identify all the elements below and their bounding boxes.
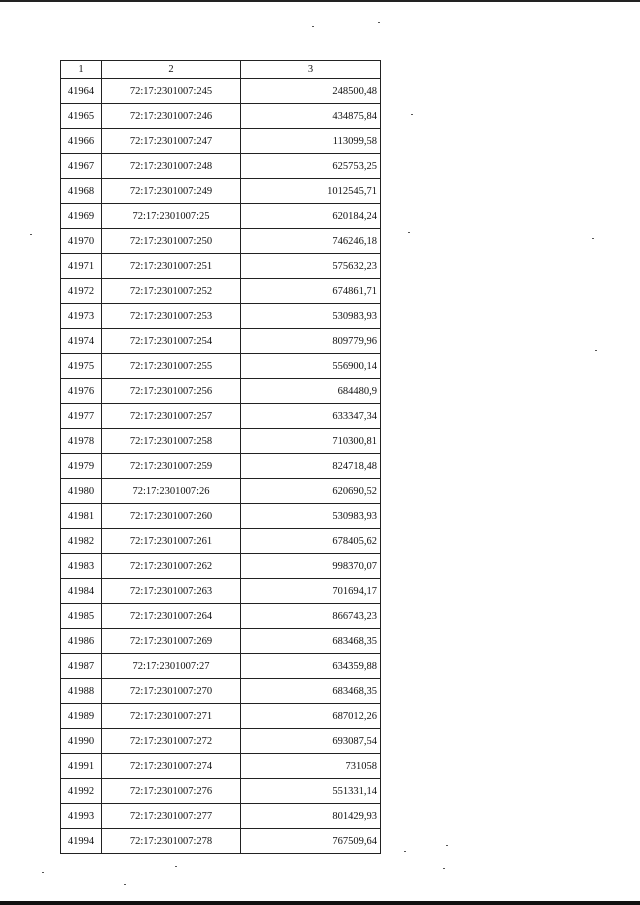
cadastral-number-cell: 72:17:2301007:27 bbox=[102, 654, 241, 679]
cadastral-value-cell: 701694,17 bbox=[241, 579, 381, 604]
table-row bbox=[61, 629, 381, 654]
table-row bbox=[61, 304, 381, 329]
row-number-cell: 41964 bbox=[61, 79, 102, 104]
table-row bbox=[61, 529, 381, 554]
cadastral-number-cell: 72:17:2301007:272 bbox=[102, 729, 241, 754]
table-row bbox=[61, 404, 381, 429]
cadastral-number-cell: 72:17:2301007:253 bbox=[102, 304, 241, 329]
cadastral-number-cell: 72:17:2301007:274 bbox=[102, 754, 241, 779]
row-number-cell: 41978 bbox=[61, 429, 102, 454]
cadastral-number-cell: 72:17:2301007:270 bbox=[102, 679, 241, 704]
row-number-cell: 41969 bbox=[61, 204, 102, 229]
row-number-cell: 41989 bbox=[61, 704, 102, 729]
table-row bbox=[61, 204, 381, 229]
table-row bbox=[61, 104, 381, 129]
row-number-cell: 41984 bbox=[61, 579, 102, 604]
scan-speck bbox=[443, 868, 445, 869]
row-number-cell: 41974 bbox=[61, 329, 102, 354]
row-number-cell: 41979 bbox=[61, 454, 102, 479]
row-number-cell: 41991 bbox=[61, 754, 102, 779]
table-row bbox=[61, 679, 381, 704]
cadastral-number-cell: 72:17:2301007:276 bbox=[102, 779, 241, 804]
cadastral-value-cell: 746246,18 bbox=[241, 229, 381, 254]
scan-speck bbox=[404, 851, 406, 852]
cadastral-number-cell: 72:17:2301007:25 bbox=[102, 204, 241, 229]
row-number-cell: 41981 bbox=[61, 504, 102, 529]
table-row bbox=[61, 654, 381, 679]
row-number-cell: 41992 bbox=[61, 779, 102, 804]
table-row bbox=[61, 279, 381, 304]
scan-speck bbox=[595, 350, 597, 351]
table-row bbox=[61, 504, 381, 529]
scan-speck bbox=[175, 866, 177, 867]
table-row bbox=[61, 179, 381, 204]
table-row bbox=[61, 704, 381, 729]
scan-speck bbox=[592, 238, 594, 239]
cadastral-number-cell: 72:17:2301007:261 bbox=[102, 529, 241, 554]
table-row bbox=[61, 129, 381, 154]
table-row bbox=[61, 579, 381, 604]
row-number-cell: 41990 bbox=[61, 729, 102, 754]
scan-speck bbox=[124, 884, 126, 885]
row-number-cell: 41977 bbox=[61, 404, 102, 429]
cadastral-number-cell: 72:17:2301007:277 bbox=[102, 804, 241, 829]
cadastral-number-cell: 72:17:2301007:247 bbox=[102, 129, 241, 154]
row-number-cell: 41994 bbox=[61, 829, 102, 854]
cadastral-number-cell: 72:17:2301007:254 bbox=[102, 329, 241, 354]
cadastral-number-cell: 72:17:2301007:252 bbox=[102, 279, 241, 304]
cadastral-value-cell: 693087,54 bbox=[241, 729, 381, 754]
cadastral-value-cell: 1012545,71 bbox=[241, 179, 381, 204]
cadastral-number-cell: 72:17:2301007:260 bbox=[102, 504, 241, 529]
cadastral-value-cell: 575632,23 bbox=[241, 254, 381, 279]
cadastral-value-cell: 683468,35 bbox=[241, 629, 381, 654]
cadastral-value-cell: 634359,88 bbox=[241, 654, 381, 679]
table-row bbox=[61, 604, 381, 629]
page-bottom-edge bbox=[0, 901, 640, 905]
cadastral-value-cell: 687012,26 bbox=[241, 704, 381, 729]
table-header-row bbox=[61, 61, 381, 79]
cadastral-number-cell: 72:17:2301007:249 bbox=[102, 179, 241, 204]
table-row bbox=[61, 154, 381, 179]
row-number-cell: 41975 bbox=[61, 354, 102, 379]
cadastral-value-cell: 998370,07 bbox=[241, 554, 381, 579]
cadastral-value-cell: 113099,58 bbox=[241, 129, 381, 154]
scan-speck bbox=[446, 845, 448, 846]
row-number-cell: 41968 bbox=[61, 179, 102, 204]
row-number-cell: 41976 bbox=[61, 379, 102, 404]
cadastral-number-cell: 72:17:2301007:257 bbox=[102, 404, 241, 429]
table-row bbox=[61, 479, 381, 504]
cadastral-number-cell: 72:17:2301007:26 bbox=[102, 479, 241, 504]
table-row bbox=[61, 454, 381, 479]
cadastral-number-cell: 72:17:2301007:250 bbox=[102, 229, 241, 254]
cadastral-number-cell: 72:17:2301007:255 bbox=[102, 354, 241, 379]
cadastral-number-cell: 72:17:2301007:256 bbox=[102, 379, 241, 404]
scan-speck bbox=[30, 234, 32, 235]
row-number-cell: 41988 bbox=[61, 679, 102, 704]
cadastral-value-cell: 809779,96 bbox=[241, 329, 381, 354]
table-row bbox=[61, 254, 381, 279]
row-number-cell: 41985 bbox=[61, 604, 102, 629]
page-top-edge bbox=[0, 0, 640, 2]
row-number-cell: 41970 bbox=[61, 229, 102, 254]
cadastral-number-cell: 72:17:2301007:245 bbox=[102, 79, 241, 104]
cadastral-number-cell: 72:17:2301007:262 bbox=[102, 554, 241, 579]
table-row bbox=[61, 779, 381, 804]
cadastral-values-table bbox=[60, 60, 381, 854]
table-row bbox=[61, 554, 381, 579]
cadastral-number-cell: 72:17:2301007:271 bbox=[102, 704, 241, 729]
cadastral-value-cell: 866743,23 bbox=[241, 604, 381, 629]
cadastral-number-cell: 72:17:2301007:258 bbox=[102, 429, 241, 454]
row-number-cell: 41973 bbox=[61, 304, 102, 329]
scan-speck bbox=[378, 22, 380, 23]
cadastral-value-cell: 551331,14 bbox=[241, 779, 381, 804]
cadastral-value-cell: 767509,64 bbox=[241, 829, 381, 854]
cadastral-value-cell: 248500,48 bbox=[241, 79, 381, 104]
row-number-cell: 41971 bbox=[61, 254, 102, 279]
cadastral-number-cell: 72:17:2301007:269 bbox=[102, 629, 241, 654]
table-row bbox=[61, 354, 381, 379]
cadastral-number-cell: 72:17:2301007:251 bbox=[102, 254, 241, 279]
row-number-cell: 41993 bbox=[61, 804, 102, 829]
row-number-cell: 41987 bbox=[61, 654, 102, 679]
column-header-number: 1 bbox=[61, 61, 102, 79]
cadastral-value-cell: 731058 bbox=[241, 754, 381, 779]
row-number-cell: 41966 bbox=[61, 129, 102, 154]
cadastral-value-cell: 625753,25 bbox=[241, 154, 381, 179]
table-row bbox=[61, 804, 381, 829]
cadastral-number-cell: 72:17:2301007:259 bbox=[102, 454, 241, 479]
cadastral-value-cell: 684480,9 bbox=[241, 379, 381, 404]
cadastral-value-cell: 633347,34 bbox=[241, 404, 381, 429]
cadastral-number-cell: 72:17:2301007:278 bbox=[102, 829, 241, 854]
cadastral-number-cell: 72:17:2301007:246 bbox=[102, 104, 241, 129]
table-row bbox=[61, 79, 381, 104]
scan-speck bbox=[408, 232, 410, 233]
cadastral-value-cell: 824718,48 bbox=[241, 454, 381, 479]
cadastral-value-cell: 678405,62 bbox=[241, 529, 381, 554]
table-row bbox=[61, 754, 381, 779]
table-row bbox=[61, 729, 381, 754]
cadastral-value-cell: 683468,35 bbox=[241, 679, 381, 704]
cadastral-value-cell: 530983,93 bbox=[241, 504, 381, 529]
cadastral-value-cell: 434875,84 bbox=[241, 104, 381, 129]
cadastral-value-cell: 710300,81 bbox=[241, 429, 381, 454]
table-row bbox=[61, 229, 381, 254]
row-number-cell: 41967 bbox=[61, 154, 102, 179]
table-row bbox=[61, 829, 381, 854]
row-number-cell: 41980 bbox=[61, 479, 102, 504]
cadastral-number-cell: 72:17:2301007:248 bbox=[102, 154, 241, 179]
row-number-cell: 41972 bbox=[61, 279, 102, 304]
row-number-cell: 41965 bbox=[61, 104, 102, 129]
column-header-value: 3 bbox=[241, 61, 381, 79]
table-body bbox=[61, 79, 381, 854]
table-row bbox=[61, 429, 381, 454]
scan-speck bbox=[312, 26, 314, 27]
table-row bbox=[61, 379, 381, 404]
column-header-cadastral-number: 2 bbox=[102, 61, 241, 79]
cadastral-value-cell: 620690,52 bbox=[241, 479, 381, 504]
cadastral-value-cell: 530983,93 bbox=[241, 304, 381, 329]
scan-speck bbox=[411, 114, 413, 115]
cadastral-value-cell: 556900,14 bbox=[241, 354, 381, 379]
row-number-cell: 41982 bbox=[61, 529, 102, 554]
row-number-cell: 41986 bbox=[61, 629, 102, 654]
cadastral-number-cell: 72:17:2301007:263 bbox=[102, 579, 241, 604]
cadastral-value-cell: 801429,93 bbox=[241, 804, 381, 829]
cadastral-value-cell: 674861,71 bbox=[241, 279, 381, 304]
cadastral-number-cell: 72:17:2301007:264 bbox=[102, 604, 241, 629]
row-number-cell: 41983 bbox=[61, 554, 102, 579]
table-row bbox=[61, 329, 381, 354]
scan-speck bbox=[42, 872, 44, 873]
cadastral-value-cell: 620184,24 bbox=[241, 204, 381, 229]
